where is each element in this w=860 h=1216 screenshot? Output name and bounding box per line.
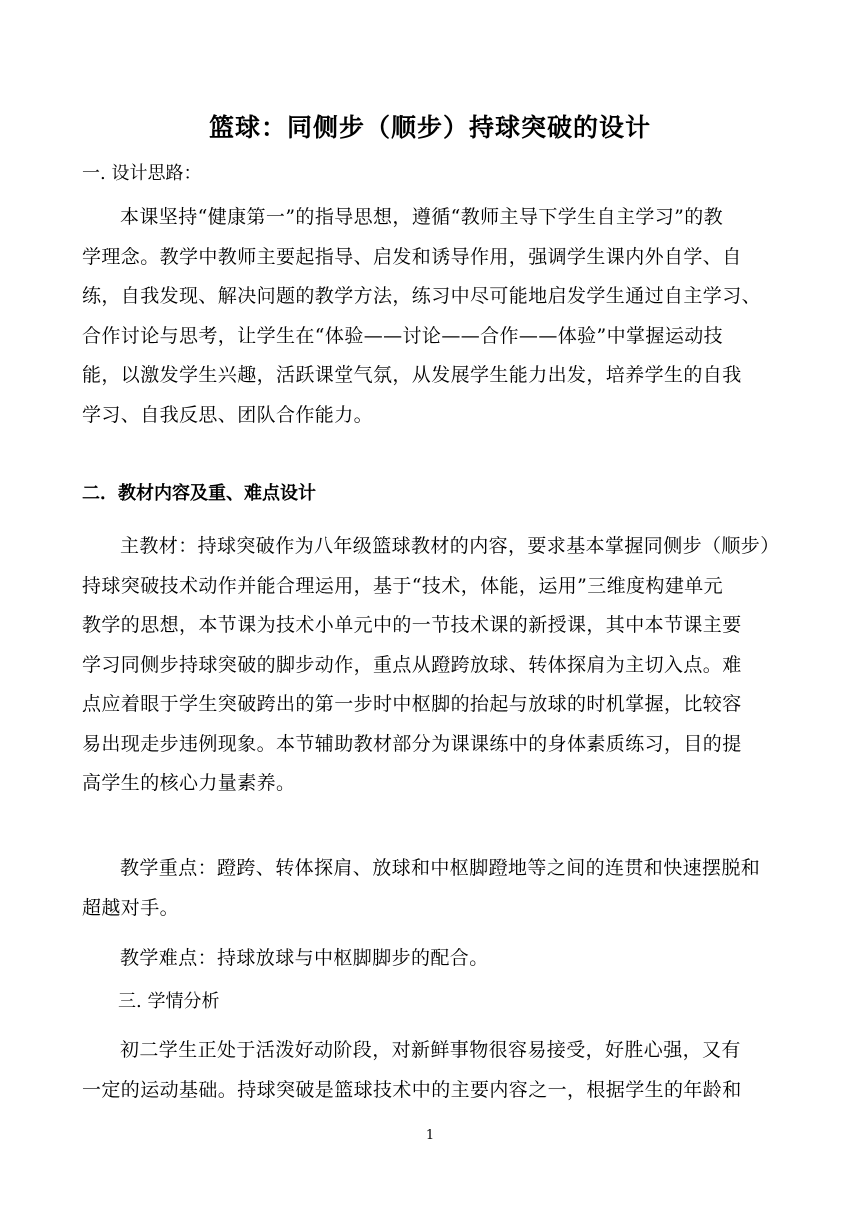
document-title: 篮球：同侧步（顺步）持球突破的设计	[208, 113, 651, 142]
section-heading-design-idea: 一. 设计思路：	[82, 163, 202, 184]
paragraph-line: 教学重点：蹬跨、转体探肩、放球和中枢脚蹬地等之间的连贯和快速摆脱和	[120, 857, 761, 879]
paragraph-student-analysis	[82, 1031, 782, 1110]
page-number: 1	[425, 1128, 435, 1143]
paragraph-line: 初二学生正处于活泼好动阶段，对新鲜事物很容易接受，好胜心强，又有	[120, 1039, 741, 1061]
paragraph-line: 合作讨论与思考，让学生在“体验——讨论——合作——体验”中掌握运动技	[82, 324, 724, 347]
paragraph-line: 易出现走步违例现象。本节辅助教材部分为课课练中的身体素质练习，目的提	[82, 732, 742, 755]
paragraph-line: 高学生的核心力量素养。	[82, 772, 296, 794]
paragraph-line: 超越对手。	[82, 896, 180, 919]
section-heading-content-difficulty: 二．教材内容及重、难点设计	[82, 483, 316, 504]
section-heading-student-analysis: 三. 学情分析	[118, 991, 220, 1012]
paragraph-line: 点应着眼于学生突破跨出的第一步时中枢脚的抬起与放球的时机掌握，比较容	[82, 693, 742, 715]
paragraph-line: 本课坚持“健康第一”的指导思想，遵循“教师主导下学生自主学习”的教	[120, 206, 724, 228]
paragraph-key-points	[82, 849, 782, 928]
paragraph-design-idea	[82, 198, 782, 435]
paragraph-line: 持球突破技术动作并能合理运用，基于“技术，体能，运用”三维度构建单元	[82, 574, 724, 597]
paragraph-line: 学理念。教学中教师主要起指导、启发和诱导作用，强调学生课内外自学、自	[82, 245, 742, 268]
paragraph-line: 教学的思想，本节课为技术小单元中的一节技术课的新授课，其中本节课主要	[82, 614, 742, 636]
paragraph-line: 一定的运动基础。持球突破是篮球技术中的主要内容之一，根据学生的年龄和	[82, 1078, 742, 1101]
paragraph-line: 能，以激发学生兴趣，活跃课堂气氛，从发展学生能力出发，培养学生的自我	[82, 364, 742, 386]
paragraph-line: 教学难点：持球放球与中枢脚脚步的配合。	[120, 947, 489, 969]
paragraph-main-content	[82, 527, 782, 804]
paragraph-line: 练，自我发现、解决问题的教学方法，练习中尽可能地启发学生通过自主学习、	[82, 285, 762, 307]
paragraph-difficulty	[82, 939, 782, 979]
paragraph-line: 学习同侧步持球突破的脚步动作，重点从蹬跨放球、转体探肩为主切入点。难	[82, 653, 742, 676]
paragraph-line: 主教材：持球突破作为八年级篮球教材的内容，要求基本掌握同侧步（顺步）	[120, 535, 780, 557]
paragraph-line: 学习、自我反思、团队合作能力。	[82, 403, 374, 426]
